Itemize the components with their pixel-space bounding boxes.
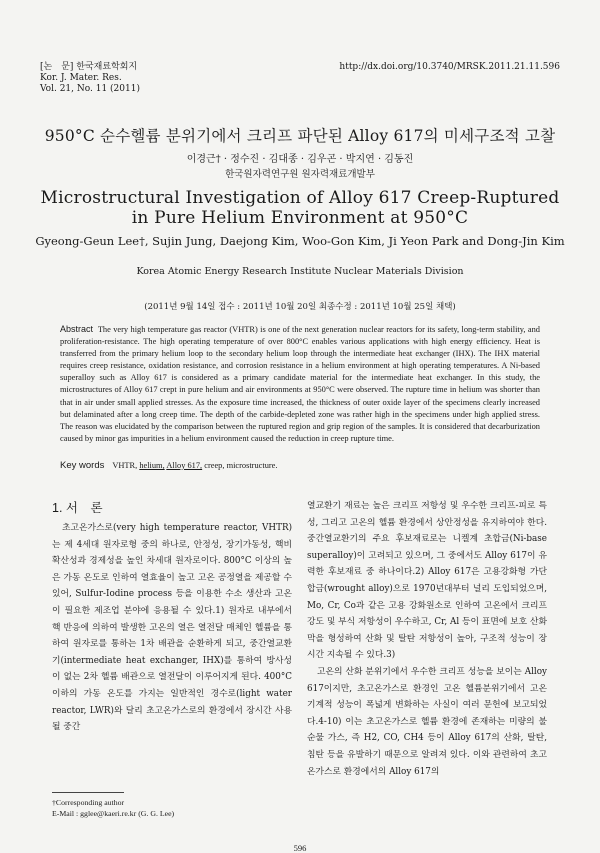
section-heading-introduction: 1. 서 론: [52, 501, 103, 515]
abstract-label: Abstract: [60, 324, 94, 334]
keyword: microstructure.: [226, 461, 278, 470]
corresponding-author-note: †Corresponding author: [52, 798, 125, 807]
body-column-left: [52, 520, 292, 736]
journal-citation: [40, 62, 140, 95]
body-paragraph: 초고온가스로(very high temperature reactor, VHTR)는 제 4세대 원자로형 중의 하나로, 안정성, 장기가동성, 핵비확산성과 경제성을 높인 차세대 원자로이다. 800°C 이상의 높은 가동 온도로 인하여 열효율이 높고 고온 공정열을 제공할 수 있어, Sulfur-Iodine process 등을 이용한 수소 생산과 고온이 필요한 제조업 분야에 응용될 수 있다.1) 원자로 내부에서 핵 반응에 의하여 발생한 고온의 열은 열전달 매체인 헬륨을 통하여 원자로를 통하는 1차 배관을 순환하게 되고, 중간열교환기(intermediate heat exchanger, IHX)를 통하여 방사성이 없는 2차 헬륨 배관으로 열전달이 이루어지게 된다. 400°C 이하의 가동 온도를 가지는 일반적인 경수로(light water reactor, LWR)와 달리 초고온가스로의 환경에서 장시간 사용될 중간: [52, 523, 292, 733]
body-column-right: [307, 498, 547, 780]
authors-korean: 이경근† · 정수진 · 김대종 · 김우곤 · 박지연 · 김동진: [186, 154, 414, 165]
abstract-text: The very high temperature gas reactor (VHTR) is one of the next generation nuclear reactors for its safety, long-term stability, and proliferation-resistance. The high operating temperature of over 800°C enables various applications with high energy efficiency. Heat is transferred from the primary helium loop to the secondary helium loop through the intermediate heat exchanger (IHX). The IHX material requires creep resistance, oxidation resistance, and corrosion resistance in a helium environment at high operating temperatures. A Ni-based superalloy such as Alloy 617 is considered as a primary candidate material for the intermediate heat exchanger. In this study, the microstructures of Alloy 617 crept in pure helium and air environments at 950°C were observed. The rupture time in helium was shorter than that in air under small applied stresses. As the exposure time increased, the thickness of outer oxide layer of the specimens clearly increased but delaminated after a long creep time. The depth of the carbide-depleted zone was rather high in the specimens under high applied stress. The reason was elucidated by the comparison between the ruptured region and grip region of the samples. It is considered that decarburization caused by minor gas impurities in a helium environment caused the reduction in creep rupture time.: [60, 325, 540, 443]
keyword: Alloy 617,: [166, 461, 203, 470]
keyword: VHTR,: [112, 461, 138, 470]
body-paragraph: 고온의 산화 분위기에서 우수한 크리프 성능을 보이는 Alloy 617이지만, 초고온가스로 환경인 고온 헬륨분위기에서 고온 기계적 성능이 폭넓게 변화하는 사실이 여러 문헌에 보고되었다.4-10) 이는 초고온가스로 헬륨 환경에 존재하는 미량의 불순물 가스, 즉 H2, CO, CH4 등이 Alloy 617의 산화, 탈탄, 침탄 등을 유발하기 때문으로 알려져 있다. 이와 관련하여 초고온가스로 환경에서의 Alloy 617의: [307, 666, 547, 777]
affiliation-english: Korea Atomic Energy Research Institute Nuclear Materials Division: [136, 266, 464, 277]
authors-english: Gyeong-Geun Lee†, Sujin Jung, Daejong Kim, Woo-Gon Kim, Ji Yeon Park and Dong-Jin Kim: [35, 234, 565, 248]
journal-line-1: [논 문] 한국재료학회지: [40, 62, 138, 72]
footnote: [52, 797, 174, 819]
title-korean: 950°C 순수헬륨 분위기에서 크리프 파단된 Alloy 617의 미세구조적 고찰: [44, 127, 556, 145]
keywords-label: Key words: [60, 460, 105, 471]
keyword: creep,: [204, 461, 225, 470]
body-paragraph: 열교환기 재료는 높은 크리프 저항성 및 우수한 크리프-피로 특성, 그리고 고온의 헬륨 환경에서 상안정성을 유지하여야 한다. 중간열교환기의 주요 후보재료로는 니켈계 초합금(Ni-base superalloy)이 고려되고 있으며, 그 중에서도 Alloy 617이 유력한 후보재료 중 하나이다.2) Alloy 617은 고용강화형 가단합금(wrought alloy)으로 1970년대부터 널리 도입되었으며, Mo, Cr, Co과 같은 고용 강화원소로 인하여 고온에서 크리프 강도 및 부식 저항성이 우수하고, Cr, Al 등이 표면에 보호 산화막을 형성하여 산화 및 탈탄 저항성이 높아, 구조적 성능이 장시간 지속될 수 있다.3): [307, 501, 547, 661]
keyword: helium,: [139, 461, 165, 470]
page-number: 596: [293, 843, 307, 853]
journal-line-2: Kor. J. Mater. Res.: [40, 73, 122, 83]
footnote-divider: [52, 792, 124, 793]
journal-line-3: Vol. 21, No. 11 (2011): [40, 84, 140, 94]
abstract: [60, 323, 540, 445]
submission-dates: (2011년 9월 14일 접수 : 2011년 10월 20일 최종수정 : 2011년 10월 25일 채택): [144, 302, 456, 312]
title-english: Microstructural Investigation of Alloy 617 Creep-Ruptured in Pure Helium Environment at 950°C: [40, 188, 560, 228]
author-email: E-Mail : gglee@kaeri.re.kr (G. G. Lee): [52, 809, 175, 818]
keywords: [60, 460, 540, 471]
doi-link[interactable]: http://dx.doi.org/10.3740/MRSK.2011.21.11.596: [339, 62, 560, 72]
affiliation-korean: 한국원자력연구원 원자력재료개발부: [225, 169, 375, 180]
